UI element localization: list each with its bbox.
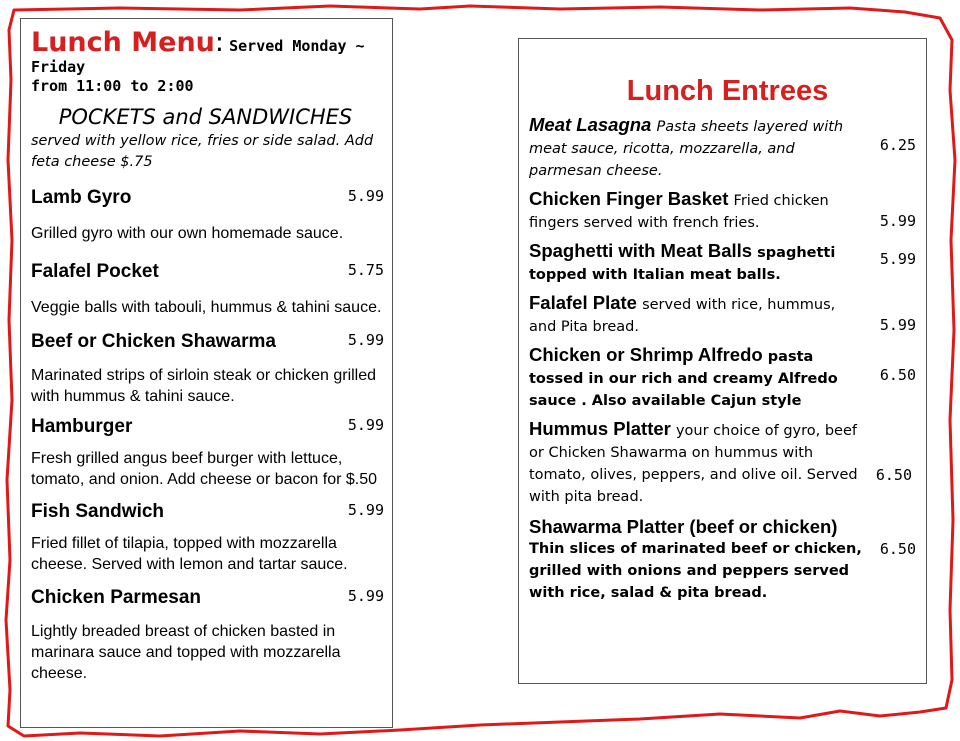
entree-meat-lasagna [529, 114, 926, 182]
entree-price: 5.99 [879, 316, 916, 334]
menu-item-lamb-gyro [31, 187, 392, 244]
entrees-title: Lunch Entrees [626, 75, 829, 107]
item-price: 5.99 [347, 330, 384, 349]
item-desc: Lightly breaded breast of chicken basted in marinara sauce and topped with mozzarella cheese. [31, 622, 341, 682]
served-days: Served Monday ~ Friday [31, 37, 365, 77]
lunch-entrees-panel [518, 38, 927, 684]
item-name: Hamburger [31, 415, 133, 437]
item-desc: Veggie balls with tabouli, hummus & tahini sauce. [31, 298, 382, 316]
entree-name: Chicken Finger Basket [529, 188, 729, 209]
pockets-sandwiches-panel [20, 18, 393, 728]
entree-desc: Thin slices of marinated beef or chicken, grilled with onions and peppers served with rice, salad & pita bread. [529, 541, 862, 601]
item-price: 5.75 [347, 260, 384, 279]
entree-price: 5.99 [879, 250, 916, 268]
entree-price: 6.50 [879, 540, 916, 558]
item-name: Fish Sandwich [31, 500, 165, 522]
entree-desc: pasta tossed in our rich and creamy Alfredo sauce . Also available Cajun style [529, 349, 838, 409]
pockets-section-note: served with yellow rice, fries or side salad. Add feta cheese $.75 [31, 132, 374, 170]
menu-item-fish-sandwich [31, 501, 392, 575]
entree-name: Falafel Plate [529, 292, 637, 313]
served-hours: from 11:00 to 2:00 [31, 77, 194, 96]
entree-falafel-plate [529, 292, 926, 338]
item-desc: Grilled gyro with our own homemade sauce. [31, 224, 344, 242]
item-name: Falafel Pocket [31, 260, 159, 282]
menu-header: Lunch Menu: Served Monday ~ Friday from 11:00 to 2:00 [31, 27, 392, 96]
entree-name: Chicken or Shrimp Alfredo [529, 344, 763, 365]
item-price: 5.99 [347, 586, 384, 605]
entree-name: Meat Lasagna [529, 114, 652, 135]
item-name: Lamb Gyro [31, 186, 132, 208]
item-name: Chicken Parmesan [31, 586, 202, 608]
entree-desc: spaghetti topped with Italian meat balls. [529, 245, 836, 283]
entree-price: 6.50 [875, 466, 912, 484]
entree-name: Hummus Platter [529, 418, 671, 439]
menu-item-chicken-parmesan [31, 587, 392, 684]
item-price: 5.99 [347, 500, 384, 519]
entree-price: 6.50 [879, 366, 916, 384]
entree-name: Spaghetti with Meat Balls [529, 240, 753, 261]
entree-hummus-platter [529, 418, 926, 508]
pockets-section-title: POCKETS and SANDWICHES [58, 104, 353, 129]
entree-desc: served with rice, hummus, and Pita bread. [529, 297, 836, 335]
item-desc: Fried fillet of tilapia, topped with mozzarella cheese. Served with lemon and tartar sauce. [31, 534, 348, 573]
entree-desc: Pasta sheets layered with meat sauce, ricotta, mozzarella, and parmesan cheese. [529, 119, 844, 179]
item-desc: Fresh grilled angus beef burger with lettuce, tomato, and onion. Add cheese or bacon for $.50 [31, 449, 378, 488]
entree-price: 5.99 [879, 212, 916, 230]
entree-chicken-finger-basket [529, 188, 926, 234]
entree-desc: Fried chicken fingers served with french fries. [529, 193, 829, 231]
item-price: 5.99 [347, 415, 384, 434]
entree-spaghetti-meat-balls [529, 240, 926, 286]
entree-price: 6.25 [879, 136, 916, 154]
item-name: Beef or Chicken Shawarma [31, 330, 276, 352]
item-price: 5.99 [347, 186, 384, 205]
entree-desc: your choice of gyro, beef or Chicken Shawarma on hummus with tomato, olives, peppers, and olive oil. Served with pita bread. [529, 423, 858, 505]
entree-alfredo [529, 344, 926, 412]
menu-item-falafel-pocket [31, 261, 392, 318]
entree-shawarma-platter [529, 516, 926, 604]
menu-item-hamburger [31, 416, 392, 490]
item-desc: Marinated strips of sirloin steak or chicken grilled with hummus & tahini sauce. [31, 366, 377, 405]
menu-title: Lunch Menu [31, 27, 215, 58]
entree-name: Shawarma Platter (beef or chicken) [529, 516, 838, 537]
menu-item-shawarma [31, 331, 392, 407]
